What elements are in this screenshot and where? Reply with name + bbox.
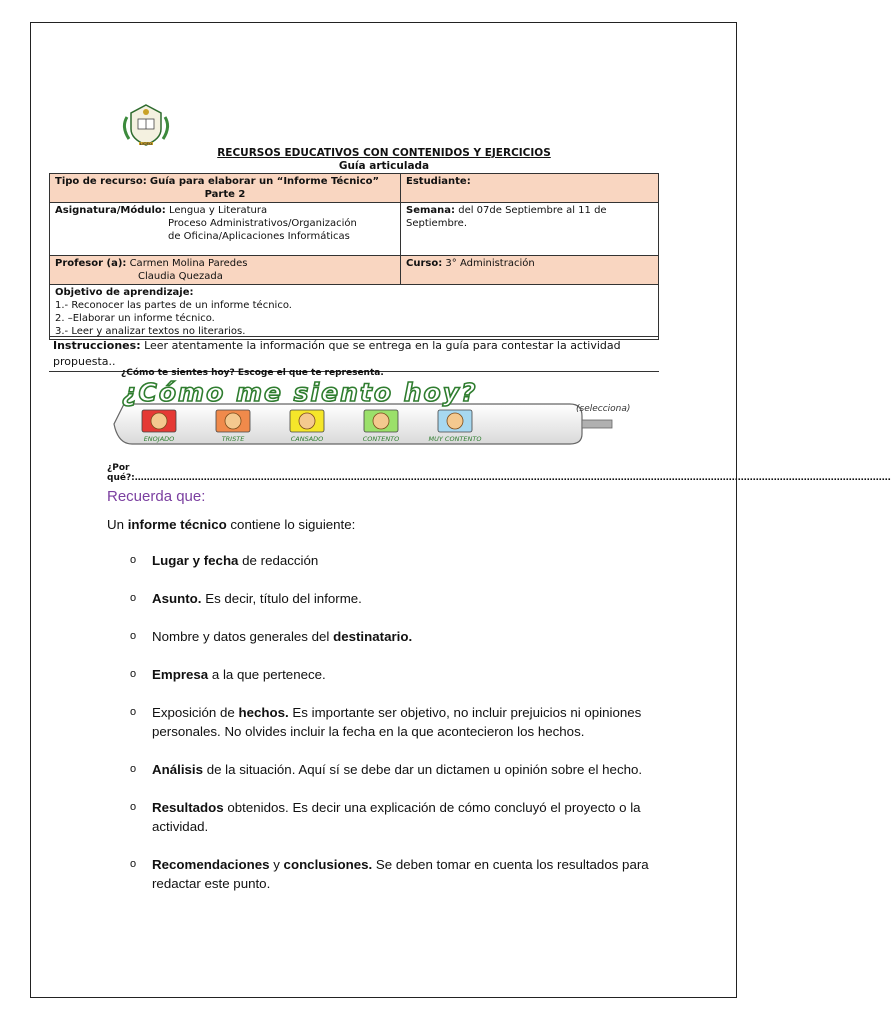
item-text: a la que pertenece. bbox=[208, 667, 326, 682]
bullet-icon: o bbox=[130, 801, 137, 813]
asignatura-line1: Lengua y Literatura bbox=[168, 205, 268, 216]
item-bold: Recomendaciones bbox=[152, 857, 270, 872]
item-text: Se deben tomar en cuenta los resultados para redactar este punto. bbox=[152, 857, 649, 891]
mood-hint: (selecciona) bbox=[576, 404, 631, 414]
item-text: de redacción bbox=[238, 553, 319, 568]
profesor-2: Claudia Quezada bbox=[138, 271, 223, 282]
asignatura-cell bbox=[50, 203, 401, 256]
mood-banner-title: ¿Cómo me siento hoy? bbox=[122, 378, 478, 407]
mood-option-label: CANSADO bbox=[290, 435, 324, 443]
mood-option-label: CONTENTO bbox=[362, 435, 400, 443]
estudiante-label: Estudiante: bbox=[406, 176, 471, 187]
item-text: obtenidos. Es decir una explicación de cómo concluyó el proyecto o la actividad. bbox=[152, 800, 641, 834]
item-bold: Asunto. bbox=[152, 591, 202, 606]
item-text: Es decir, título del informe. bbox=[201, 591, 362, 606]
item-text: y bbox=[269, 857, 284, 872]
tipo-cell bbox=[50, 174, 401, 203]
mood-option-label: MUY CONTENTO bbox=[428, 435, 482, 443]
mood-option-label: ENOJADO bbox=[143, 435, 175, 443]
profesor-cell bbox=[50, 256, 401, 285]
mood-option-4[interactable] bbox=[363, 410, 400, 443]
objetivo-item-1: 1.- Reconocer las partes de un informe técnico. bbox=[55, 300, 292, 311]
list-item bbox=[130, 589, 670, 608]
face-icon bbox=[225, 413, 241, 429]
recuerda-heading: Recuerda que: bbox=[107, 488, 206, 505]
face-icon bbox=[447, 413, 463, 429]
bullet-icon: o bbox=[130, 858, 137, 870]
instructions-text: Leer atentamente la información que se entrega en la guía para contestar la actividad propuesta.. bbox=[53, 339, 621, 368]
items-list bbox=[130, 551, 670, 912]
bullet-icon: o bbox=[130, 630, 137, 642]
bullet-icon: o bbox=[130, 706, 137, 718]
face-icon bbox=[151, 413, 167, 429]
logo-caption: LICEO bbox=[139, 141, 153, 146]
instructions bbox=[49, 336, 659, 372]
list-item bbox=[130, 551, 670, 570]
item-bold: destinatario. bbox=[333, 629, 413, 644]
semana-cell bbox=[401, 203, 659, 256]
bullet-icon: o bbox=[130, 592, 137, 604]
curso-value: 3° Administración bbox=[445, 258, 535, 269]
objetivo-item-3: 3.- Leer y analizar textos no literarios. bbox=[55, 326, 246, 337]
profesor-label: Profesor (a): bbox=[55, 258, 127, 269]
info-table bbox=[49, 173, 659, 340]
semana-value: del 07de Septiembre al 11 de Septiembre. bbox=[406, 205, 607, 229]
item-bold: Empresa bbox=[152, 667, 209, 682]
bullet-icon: o bbox=[130, 668, 137, 680]
objetivo-item-2: 2. –Elaborar un informe técnico. bbox=[55, 313, 215, 324]
instructions-label: Instrucciones: bbox=[53, 339, 141, 352]
item-text: Es importante ser objetivo, no incluir prejuicios ni opiniones personales. No olvides incluir la fecha en la que acontecieron los hechos. bbox=[152, 705, 642, 739]
item-bold: Resultados bbox=[152, 800, 224, 815]
mood-option-3[interactable] bbox=[290, 410, 324, 443]
profesor-1: Carmen Molina Paredes bbox=[129, 258, 248, 269]
intro-pre: Un bbox=[107, 517, 128, 532]
item-text: de la situación. Aquí sí se debe dar un dictamen u opinión sobre el hecho. bbox=[203, 762, 643, 777]
objetivo-cell bbox=[50, 285, 659, 340]
estudiante-cell[interactable] bbox=[401, 174, 659, 203]
intro-post: contiene lo siguiente: bbox=[226, 517, 356, 532]
list-item bbox=[130, 760, 670, 779]
list-item bbox=[130, 798, 670, 836]
document-title: RECURSOS EDUCATIVOS CON CONTENIDOS Y EJERCICIOS bbox=[217, 147, 551, 159]
mood-option-label: TRISTE bbox=[221, 435, 245, 443]
list-item bbox=[130, 627, 670, 646]
curso-label: Curso: bbox=[406, 258, 443, 269]
intro-text bbox=[107, 517, 355, 532]
item-text: Exposición de bbox=[152, 705, 239, 720]
asignatura-label: Asignatura/Módulo: bbox=[55, 205, 166, 216]
item-bold: Lugar y fecha bbox=[152, 553, 239, 568]
list-item bbox=[130, 665, 670, 684]
bullet-icon: o bbox=[130, 554, 137, 566]
mood-option-1[interactable] bbox=[142, 410, 176, 443]
mood-question: ¿Cómo te sientes hoy? Escoge el que te representa. bbox=[121, 368, 384, 378]
tipo-value: Guía para elaborar un “Informe Técnico” bbox=[149, 176, 380, 187]
item-bold: hechos. bbox=[238, 705, 289, 720]
document-subtitle: Guía articulada bbox=[338, 160, 430, 172]
face-icon bbox=[373, 413, 389, 429]
porque-line[interactable]: ¿Por qué?:……………………………………………………………………………………………………………………………………………………………………………………………………………………………… bbox=[107, 463, 891, 483]
face-icon bbox=[299, 413, 315, 429]
item-bold: Análisis bbox=[152, 762, 203, 777]
bullet-icon: o bbox=[130, 763, 137, 775]
item-text: Nombre y datos generales del bbox=[152, 629, 334, 644]
semana-label: Semana: bbox=[406, 205, 456, 216]
tipo-part: Parte 2 bbox=[204, 189, 246, 200]
asignatura-line3: de Oficina/Aplicaciones Informáticas bbox=[168, 231, 350, 242]
list-item bbox=[130, 855, 670, 893]
objetivo-label: Objetivo de aprendizaje: bbox=[55, 287, 194, 298]
intro-bold: informe técnico bbox=[127, 517, 227, 532]
curso-cell bbox=[401, 256, 659, 285]
item-bold: conclusiones. bbox=[283, 857, 373, 872]
tipo-label: Tipo de recurso: bbox=[55, 176, 147, 187]
list-item bbox=[130, 703, 670, 741]
mood-selector bbox=[112, 378, 672, 450]
asignatura-line2: Proceso Administrativos/Organización bbox=[168, 218, 357, 229]
